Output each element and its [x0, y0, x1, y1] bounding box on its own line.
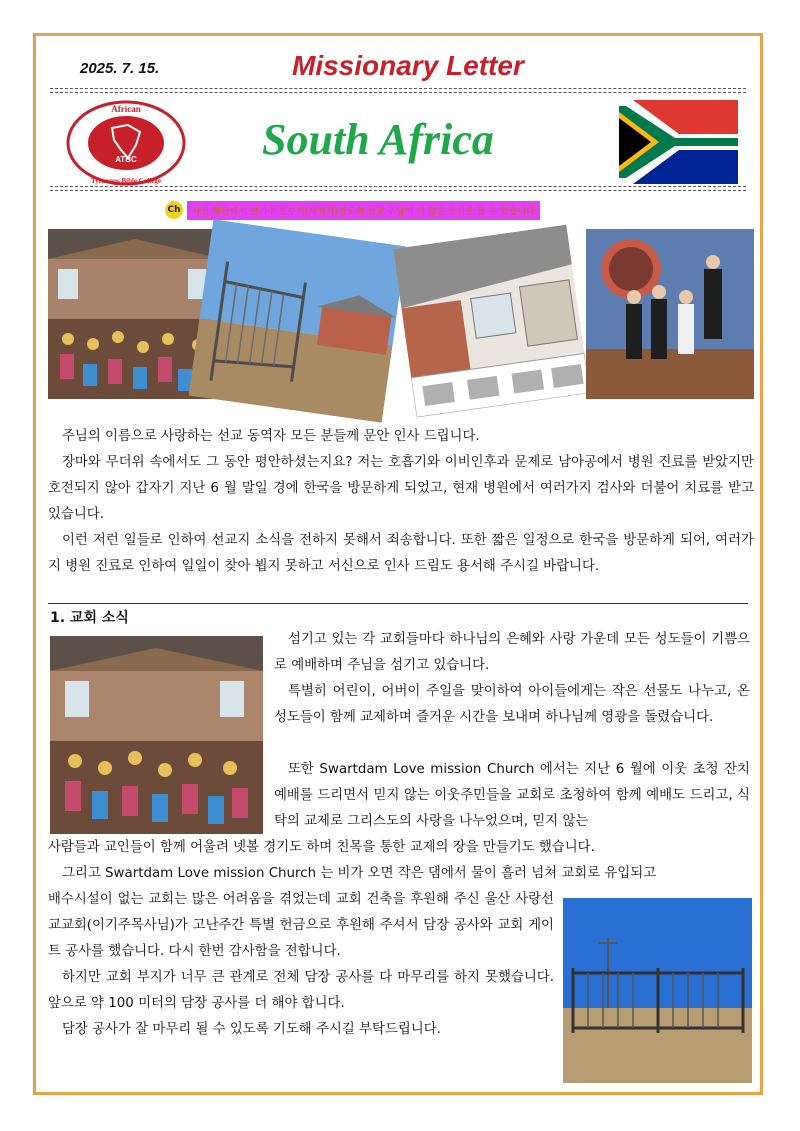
church-congregation-photo	[50, 636, 263, 834]
church-news-para-2: 특별히 어린이, 어버이 주일을 맞이하여 아이들에게는 작은 선물도 나누고, 온 성도들이 함께 교제하며 즐거운 시간을 보내며 하나님께 영광을 돌렸습니다.	[274, 684, 750, 725]
header-divider-bottom	[50, 186, 746, 191]
note-text: 사진 하단에서 발기수 일부이(새벽기)정도의 선교 주님이 더 많은 소식을 볼 수 있습니다	[187, 201, 540, 220]
header-divider-top	[50, 88, 746, 93]
fence-gate-photo	[563, 898, 752, 1083]
note-icon: Ch	[165, 201, 183, 219]
letter-title: Missionary Letter	[292, 50, 524, 81]
section-heading-church-news: 1. 교회 소식	[50, 610, 129, 626]
church-news-para-3: 또한 Swartdam Love mission Church 에서는 지난 6 월에 이웃 초청 잔치 예배를 드리면서 믿지 않는 이웃주민들을 교회로 초청하여 함께 예배도 드리고, 식탁의 교제로 그리스도의 사랑을 나누었으며, 믿지 않는	[274, 762, 750, 829]
letter-date: 2025. 7. 15.	[80, 60, 160, 77]
church-news-para-1: 섬기고 있는 각 교회들마다 하나님의 은혜와 사랑 가운데 모든 성도들이 기쁨으로 예배하며 주님을 섬기고 있습니다.	[274, 632, 750, 673]
country-title: South Africa	[262, 115, 494, 164]
church-news-para-4-cont: 배수시설이 없는 교회는 많은 어려움을 겪었는데 교회 건축을 후원해 주신 울산 사랑선교교회(이기주목사님)가 고난주간 특별 헌금으로 후원해 주셔서 담장 공사와 교회 게이트 공사를 했습니다. 다시 한번 감사함을 전합니다.	[48, 892, 554, 959]
award-ceremony-photo	[586, 229, 754, 399]
church-news-para-5: 하지만 교회 부지가 너무 큰 관계로 전체 담장 공사를 다 마무리를 하지 못했습니다. 앞으로 약 100 미터의 담장 공사를 더 해야 합니다.	[48, 970, 554, 1011]
photo-note	[165, 200, 540, 220]
church-news-para-4: 그리고 Swartdam Love mission Church 는 비가 오면 작은 댐에서 물이 흘러 넘쳐 교회로 유입되고	[62, 866, 657, 881]
intro-health-news: 장마와 무더위 속에서도 그 동안 평안하셨는지요? 저는 호흡기와 이비인후과 문제로 남아공에서 병원 진료를 받았지만 호전되지 않아 갑자기 지난 6 월 말일 경에 한국을 방문하게 되었고, 현재 병원에서 여러가지 검사와 더불어 치료를 받고 있습니다.	[48, 455, 754, 522]
church-news-para-3-cont: 사람들과 교인들이 함께 어울려 넷볼 경기도 하며 친목을 통한 교제의 장을 만들기도 했습니다.	[48, 840, 595, 855]
intro-greeting: 주님의 이름으로 사랑하는 선교 동역자 모든 분들께 문안 인사 드립니다.	[62, 429, 480, 444]
logo-badge: ATBC	[115, 155, 137, 164]
library-room-photo	[393, 225, 590, 418]
logo-text-bottom: Tyrannus Bible College	[91, 177, 161, 185]
logo-text-top: African	[111, 104, 141, 114]
section-divider	[48, 603, 748, 604]
south-africa-flag-icon	[619, 100, 738, 184]
gate-construction-photo	[189, 219, 407, 422]
church-news-para-6: 담장 공사가 잘 마무리 될 수 있도록 기도해 주시길 부탁드립니다.	[62, 1022, 441, 1037]
atbc-logo	[66, 100, 186, 186]
intro-apology: 이런 저런 일들로 인하여 선교지 소식을 전하지 못해서 죄송합니다. 또한 짧은 일정으로 한국을 방문하게 되어, 여러가지 병원 진료로 인하여 일일이 찾아 뵙지 못하고 서신으로 인사 드림도 용서해 주시길 바랍니다.	[48, 533, 754, 574]
